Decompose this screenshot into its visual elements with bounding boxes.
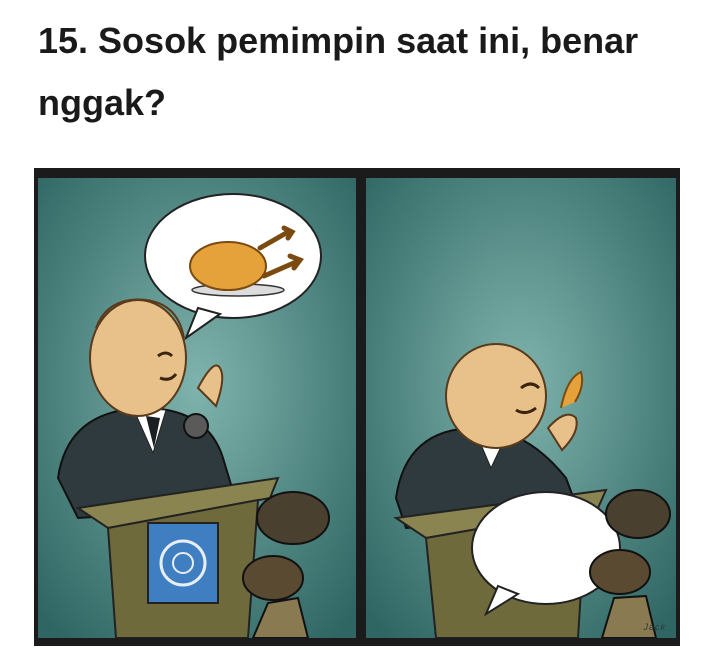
comic-panel-1 (38, 178, 356, 638)
artist-signature: Jack (643, 622, 666, 632)
page-title: 15. Sosok pemimpin saat ini, benar nggak? (38, 20, 639, 123)
microphone (184, 414, 208, 438)
un-emblem (148, 523, 218, 603)
comic-panel-2 (366, 178, 676, 638)
comic-strip (34, 168, 680, 646)
roast-chicken (190, 242, 266, 290)
